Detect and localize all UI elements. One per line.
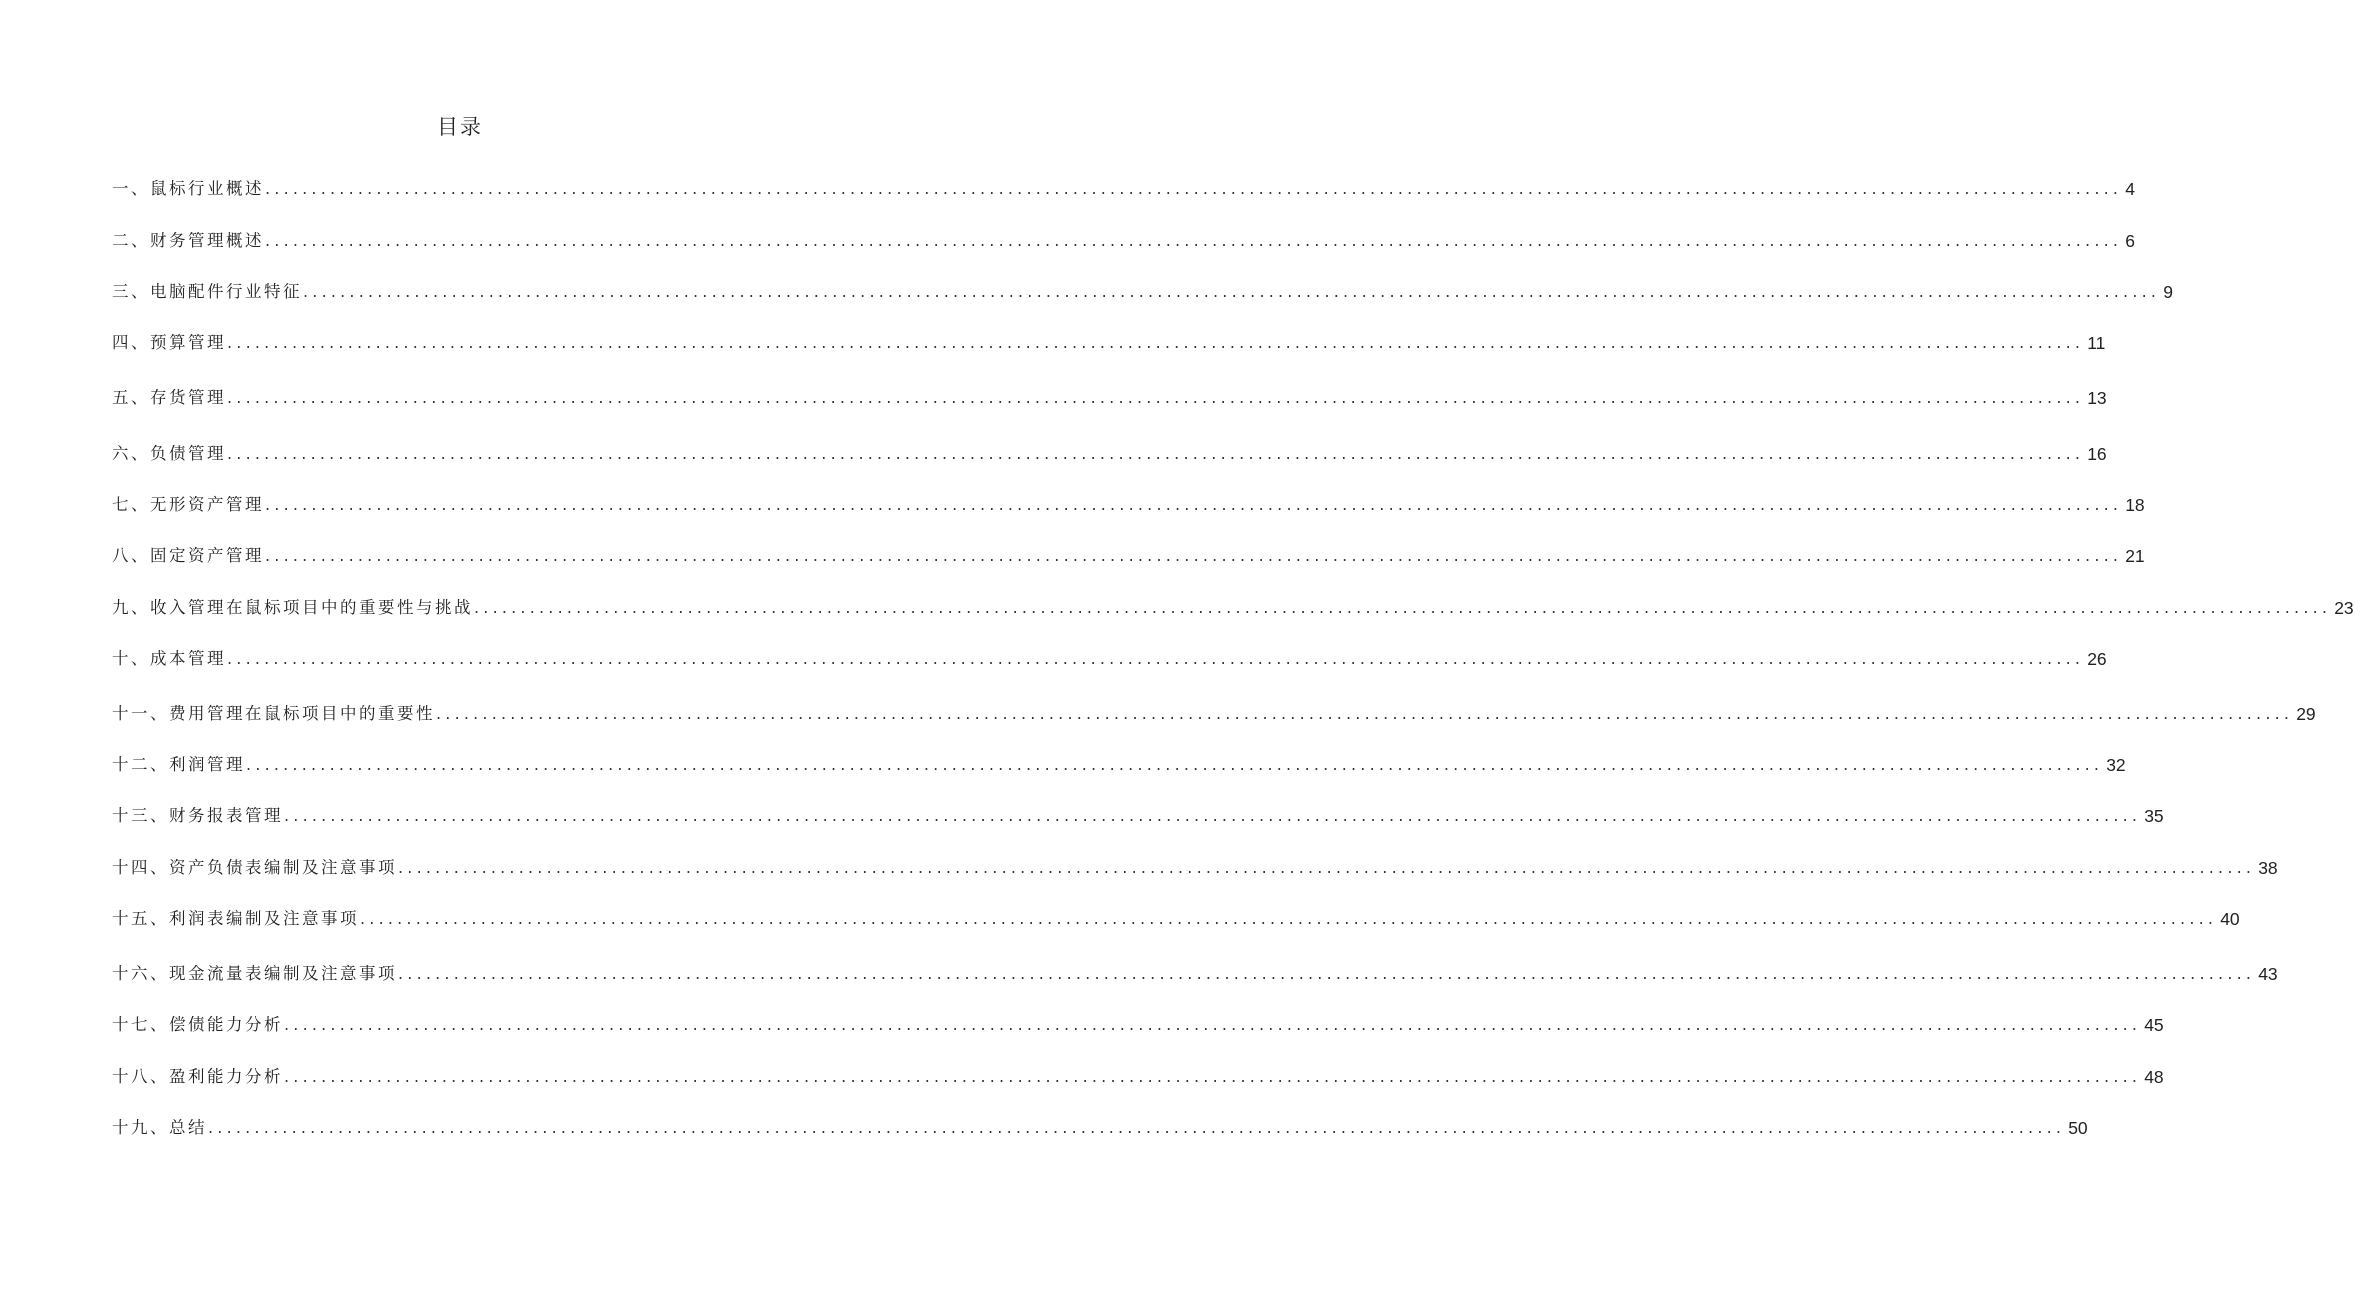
toc-entry[interactable] xyxy=(112,279,2173,305)
toc-entry[interactable] xyxy=(112,330,2106,356)
toc-leader-dots: ........................................................................................................................................................................................................ xyxy=(265,546,2123,565)
toc-entry[interactable] xyxy=(112,855,2278,881)
toc-entry[interactable] xyxy=(112,385,2107,411)
toc-leader-dots: ........................................................................................................................................................................................................ xyxy=(303,282,2161,301)
toc-entry-page-number: 9 xyxy=(2163,282,2173,302)
toc-entry[interactable] xyxy=(112,1115,2088,1141)
toc-entry-page-number: 18 xyxy=(2125,495,2145,515)
toc-entry-label: 十三、财务报表管理 xyxy=(112,806,283,825)
toc-entry-label: 九、收入管理在鼠标项目中的重要性与挑战 xyxy=(112,598,473,617)
toc-leader-dots: ........................................................................................................................................................................................................ xyxy=(227,649,2085,668)
toc-entry-page-number: 40 xyxy=(2220,909,2240,929)
toc-title: 目录 xyxy=(437,115,483,139)
toc-entry[interactable] xyxy=(112,176,2135,202)
toc-entry-label: 十七、偿债能力分析 xyxy=(112,1015,283,1034)
toc-leader-dots: ........................................................................................................................................................................................................ xyxy=(284,1067,2142,1086)
toc-entry-page-number: 35 xyxy=(2144,806,2164,826)
toc-entry-label: 一、鼠标行业概述 xyxy=(112,179,264,198)
toc-entry-page-number: 21 xyxy=(2125,546,2145,566)
toc-entry-label: 十九、总结 xyxy=(112,1118,207,1137)
toc-entry-page-number: 32 xyxy=(2106,755,2126,775)
toc-entry-page-number: 6 xyxy=(2125,231,2135,251)
toc-entry-label: 十一、费用管理在鼠标项目中的重要性 xyxy=(112,704,435,723)
toc-leader-dots: ........................................................................................................................................................................................................ xyxy=(208,1118,2066,1137)
toc-entry[interactable] xyxy=(112,595,2354,621)
toc-entry-label: 七、无形资产管理 xyxy=(112,495,264,514)
toc-entry-label: 十六、现金流量表编制及注意事项 xyxy=(112,964,397,983)
toc-leader-dots: ........................................................................................................................................................................................................ xyxy=(246,755,2104,774)
toc-entry-page-number: 48 xyxy=(2144,1067,2164,1087)
toc-entry[interactable] xyxy=(112,752,2126,778)
toc-entry[interactable] xyxy=(112,646,2107,672)
toc-entry-label: 十二、利润管理 xyxy=(112,755,245,774)
toc-leader-dots: ........................................................................................................................................................................................................ xyxy=(436,704,2294,723)
toc-entry[interactable] xyxy=(112,803,2164,829)
toc-leader-dots: ........................................................................................................................................................................................................ xyxy=(265,179,2123,198)
toc-leader-dots: ........................................................................................................................................................................................................ xyxy=(284,1015,2142,1034)
toc-entry[interactable] xyxy=(112,1012,2164,1038)
toc-leader-dots: ........................................................................................................................................................................................................ xyxy=(265,495,2123,514)
toc-leader-dots: ........................................................................................................................................................................................................ xyxy=(227,444,2085,463)
toc-entry-page-number: 23 xyxy=(2334,598,2354,618)
toc-entry[interactable] xyxy=(112,1064,2164,1090)
toc-leader-dots: ........................................................................................................................................................................................................ xyxy=(360,909,2218,928)
toc-entry-label: 十五、利润表编制及注意事项 xyxy=(112,909,359,928)
toc-entry-label: 十八、盈利能力分析 xyxy=(112,1067,283,1086)
toc-leader-dots: ........................................................................................................................................................................................................ xyxy=(227,333,2085,352)
toc-entry-page-number: 45 xyxy=(2144,1015,2164,1035)
toc-leader-dots: ........................................................................................................................................................................................................ xyxy=(398,964,2256,983)
toc-entry-label: 十四、资产负债表编制及注意事项 xyxy=(112,858,397,877)
toc-entry-page-number: 13 xyxy=(2087,388,2107,408)
toc-entry[interactable] xyxy=(112,492,2145,518)
toc-entry-page-number: 43 xyxy=(2258,964,2278,984)
toc-entry-label: 四、预算管理 xyxy=(112,333,226,352)
toc-entry-page-number: 29 xyxy=(2296,704,2316,724)
toc-entry-label: 五、存货管理 xyxy=(112,388,226,407)
toc-entry[interactable] xyxy=(112,543,2145,569)
toc-entry-label: 三、电脑配件行业特征 xyxy=(112,282,302,301)
toc-entry-label: 十、成本管理 xyxy=(112,649,226,668)
toc-entry-page-number: 4 xyxy=(2125,179,2135,199)
toc-leader-dots: ........................................................................................................................................................................................................ xyxy=(474,598,2332,617)
toc-leader-dots: ........................................................................................................................................................................................................ xyxy=(284,806,2142,825)
toc-entry-label: 八、固定资产管理 xyxy=(112,546,264,565)
toc-entry[interactable] xyxy=(112,701,2316,727)
toc-entry-page-number: 16 xyxy=(2087,444,2107,464)
toc-entry[interactable] xyxy=(112,961,2278,987)
toc-leader-dots: ........................................................................................................................................................................................................ xyxy=(398,858,2256,877)
toc-entry[interactable] xyxy=(112,906,2240,932)
toc-entry-page-number: 38 xyxy=(2258,858,2278,878)
toc-entry-page-number: 50 xyxy=(2068,1118,2088,1138)
toc-entry-label: 二、财务管理概述 xyxy=(112,231,264,250)
toc-entry[interactable] xyxy=(112,228,2135,254)
toc-entry-label: 六、负债管理 xyxy=(112,444,226,463)
toc-entry-page-number: 11 xyxy=(2087,333,2106,353)
toc-entry-page-number: 26 xyxy=(2087,649,2107,669)
toc-leader-dots: ........................................................................................................................................................................................................ xyxy=(227,388,2085,407)
toc-entry[interactable] xyxy=(112,441,2107,467)
toc-leader-dots: ........................................................................................................................................................................................................ xyxy=(265,231,2123,250)
